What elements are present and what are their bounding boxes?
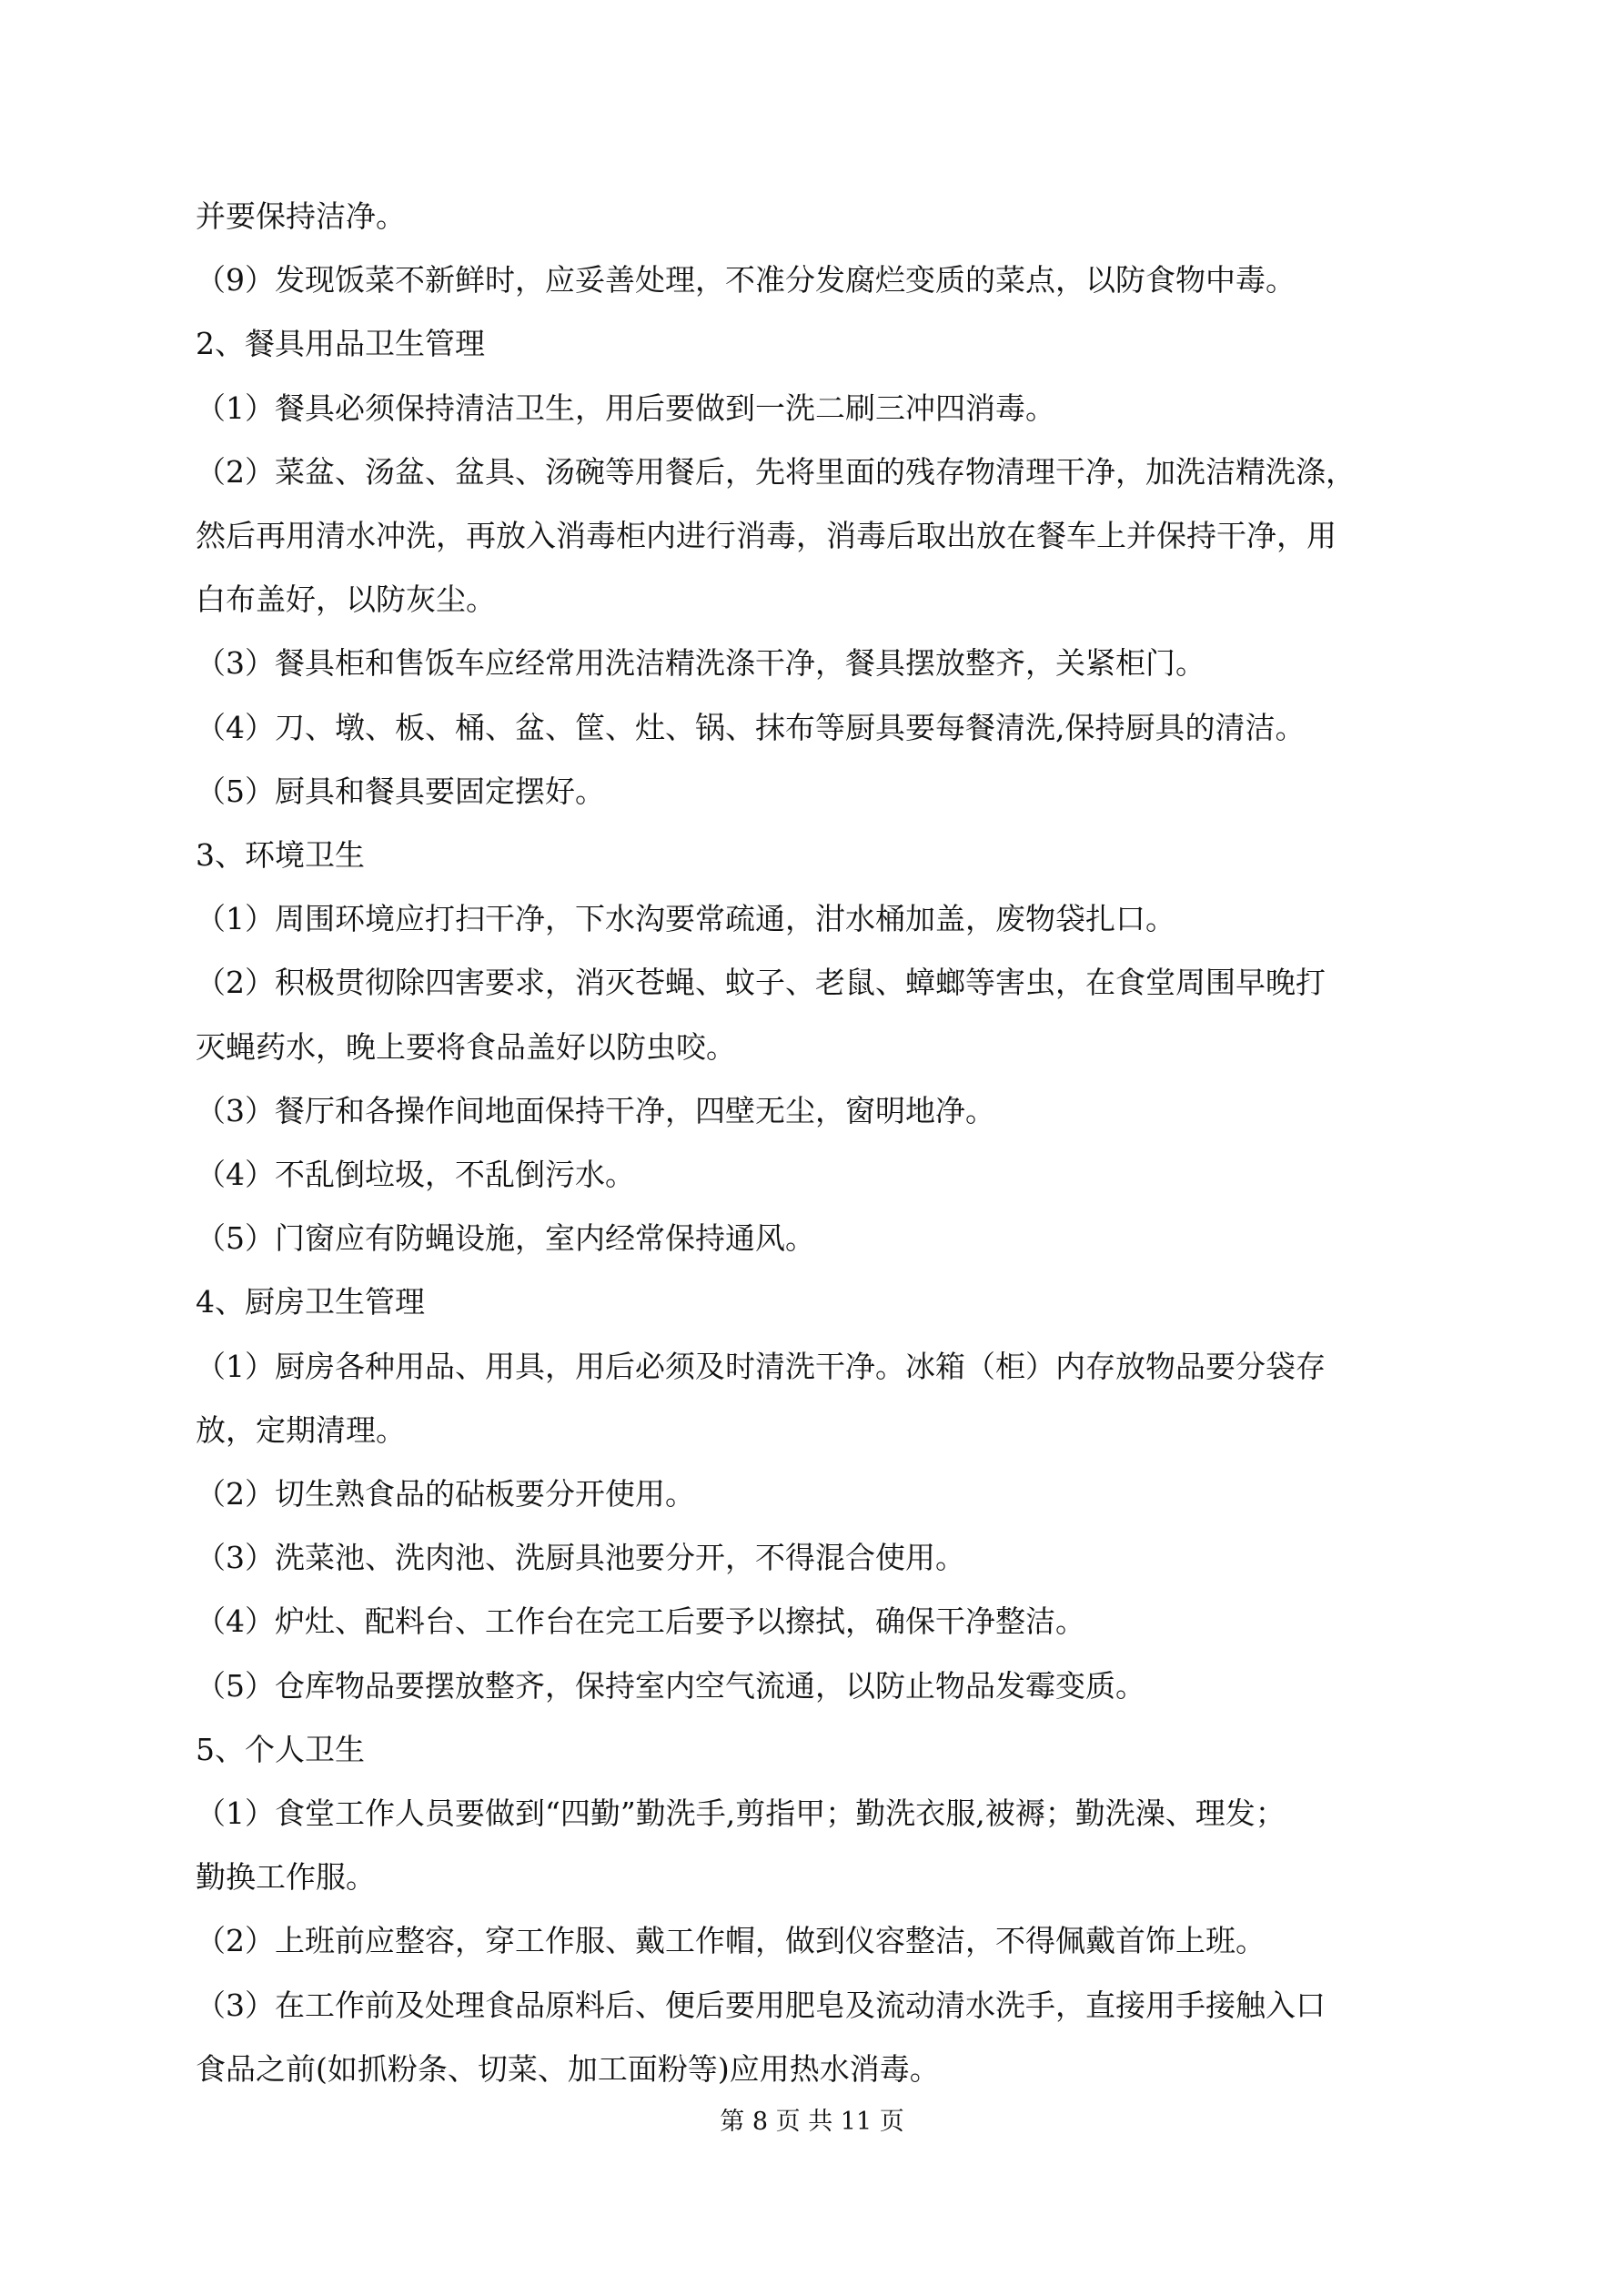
text-line: （5）门窗应有防蝇设施，室内经常保持通风。 xyxy=(196,1220,815,1257)
text-line: （3）在工作前及处理食品原料后、便后要用肥皂及流动清水洗手，直接用手接触入口 xyxy=(196,1987,1326,2023)
text-line: （5）仓库物品要摆放整齐，保持室内空气流通，以防止物品发霉变质。 xyxy=(196,1667,1145,1704)
page-footer: 第 8 页 共 11 页 xyxy=(720,2108,904,2136)
text-line: （1）食堂工作人员要做到“四勤”勤洗手,剪指甲；勤洗衣服,被褥；勤洗澡、理发； xyxy=(196,1795,1286,1831)
section-heading: 4、厨房卫生管理 xyxy=(196,1284,425,1320)
text-line: （3）餐具柜和售饭车应经常用洗洁精洗涤干净，餐具摆放整齐，关紧柜门。 xyxy=(196,645,1205,682)
text-line: 勤换工作服。 xyxy=(196,1859,376,1896)
text-line: （9）发现饭菜不新鲜时，应妥善处理，不准分发腐烂变质的菜点，以防食物中毒。 xyxy=(196,262,1296,298)
section-heading: 5、个人卫生 xyxy=(196,1731,365,1767)
text-line: （2）积极贯彻除四害要求，消灭苍蝇、蚊子、老鼠、蟑螂等害虫，在食堂周围早晚打 xyxy=(196,965,1326,1001)
text-line: （1）周围环境应打扫干净，下水沟要常疏通，泔水桶加盖，废物袋扎口。 xyxy=(196,901,1175,937)
text-line: （4）刀、墩、板、桶、盆、筐、灶、锅、抹布等厨具要每餐清洗,保持厨具的清洁。 xyxy=(196,709,1306,745)
text-line: （1）厨房各种用品、用具，用后必须及时清洗干净。冰箱（柜）内存放物品要分袋存 xyxy=(196,1348,1326,1384)
text-line: 并要保持洁净。 xyxy=(196,198,406,234)
text-line: 灭蝇药水，晚上要将食品盖好以防虫咬。 xyxy=(196,1028,736,1065)
text-line: （3）洗菜池、洗肉池、洗厨具池要分开，不得混合使用。 xyxy=(196,1540,965,1576)
text-line: 食品之前(如抓粉条、切菜、加工面粉等)应用热水消毒。 xyxy=(196,2050,940,2087)
text-line: （4）不乱倒垃圾，不乱倒污水。 xyxy=(196,1157,635,1192)
text-line: （3）餐厅和各操作间地面保持干净，四壁无尘，窗明地净。 xyxy=(196,1092,995,1128)
text-line: （2）切生熟食品的砧板要分开使用。 xyxy=(196,1476,695,1512)
text-line: （4）炉灶、配料台、工作台在完工后要予以擦拭，确保干净整洁。 xyxy=(196,1603,1085,1640)
section-heading: 2、餐具用品卫生管理 xyxy=(196,326,485,362)
section-heading: 3、环境卫生 xyxy=(196,837,365,873)
text-line: 白布盖好，以防灰尘。 xyxy=(196,582,496,618)
text-line: 放，定期清理。 xyxy=(196,1411,406,1448)
text-line: （5）厨具和餐具要固定摆好。 xyxy=(196,773,605,809)
text-line: （1）餐具必须保持清洁卫生，用后要做到一洗二刷三冲四消毒。 xyxy=(196,389,1055,426)
text-line: （2）菜盆、汤盆、盆具、汤碗等用餐后，先将里面的残存物清理干净，加洗洁精洗涤， xyxy=(196,453,1356,490)
text-line: （2）上班前应整容，穿工作服、戴工作帽，做到仪容整洁，不得佩戴首饰上班。 xyxy=(196,1923,1266,1959)
text-line: 然后再用清水冲洗，再放入消毒柜内进行消毒，消毒后取出放在餐车上并保持干净，用 xyxy=(196,518,1337,553)
